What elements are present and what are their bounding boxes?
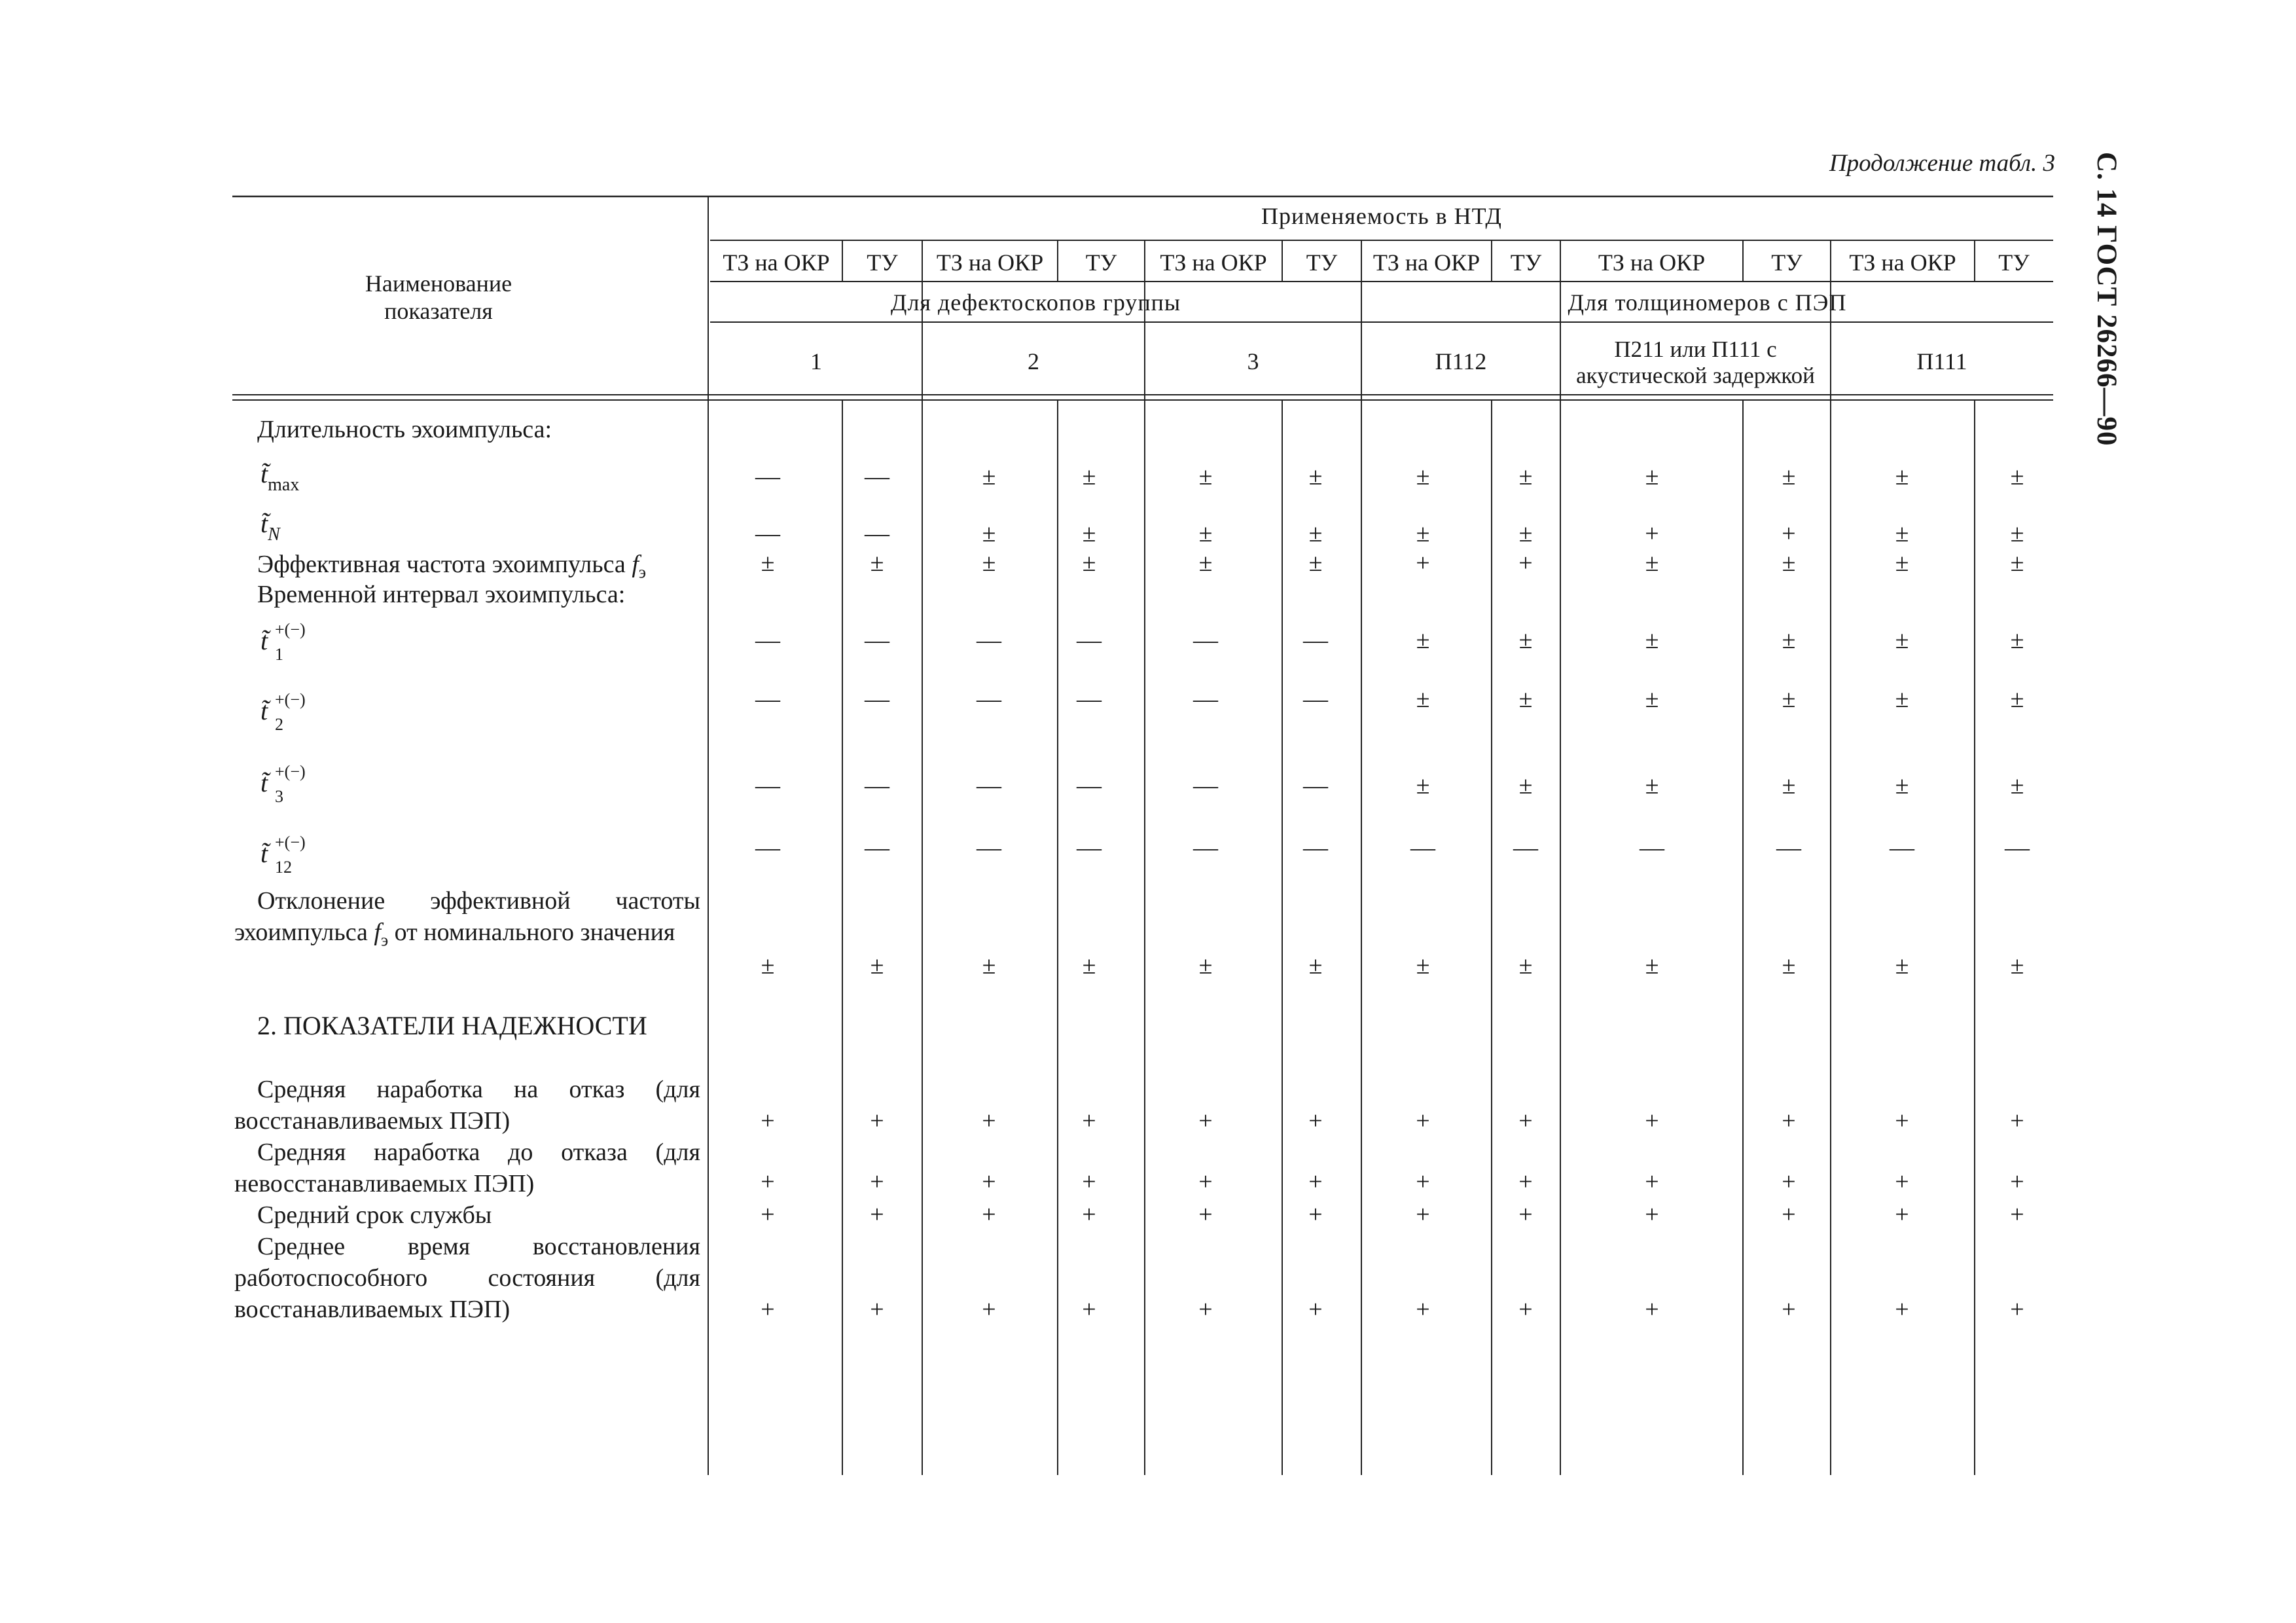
table-cell-mark: ± — [1782, 463, 1796, 490]
table-cell-mark: + — [1782, 1107, 1796, 1135]
table-cell-mark: + — [870, 1168, 884, 1195]
header-group-p111: П111 — [1916, 348, 1967, 374]
header-applicability: Применяемость в НТД — [1261, 203, 1502, 229]
table-cell-mark: ± — [1645, 772, 1659, 799]
table-cell-mark: — — [977, 627, 1001, 654]
row-label: Эффективная частота эхоимпульса $f_э$ — [257, 551, 647, 582]
table-cell-mark: + — [1782, 1201, 1796, 1228]
table-cell-mark: — — [865, 772, 889, 799]
table-cell-mark: — — [1303, 772, 1328, 799]
row-label: Отклонение эффективной частоты эхоимпульса $f_э$ от номинального значения — [234, 887, 700, 950]
table-cell-mark: + — [1416, 549, 1430, 577]
table-cell-mark: ± — [982, 952, 996, 979]
table-cell-mark: ± — [1308, 952, 1323, 979]
table-cell-mark: ± — [761, 549, 775, 577]
table-cell-mark: ± — [1518, 772, 1533, 799]
table-cell-mark: ± — [1782, 549, 1796, 577]
table-cell-mark: — — [1303, 834, 1328, 862]
table-cell-mark: ± — [1895, 685, 1909, 713]
table-cell-mark: + — [982, 1107, 996, 1135]
table-cell-mark: + — [1782, 1168, 1796, 1195]
table-cell-mark: + — [1782, 520, 1796, 547]
table-cell-mark: ± — [982, 463, 996, 490]
row-label: Средняя наработка на отказ (для восстанавливаемых ПЭП) — [234, 1076, 700, 1135]
table-cell-mark: ± — [1518, 520, 1533, 547]
table-cell-mark: + — [1645, 1168, 1659, 1195]
header-group-2: 2 — [1028, 348, 1039, 374]
header-group-thickness: Для толщиномеров с ПЭП — [1568, 289, 1847, 316]
header-subcol: ТУ — [1306, 249, 1338, 276]
table-cell-mark: — — [755, 463, 780, 490]
table-cell-mark: — — [1077, 834, 1102, 862]
table-cell-mark: + — [1782, 1296, 1796, 1323]
table-cell-mark: ± — [1895, 463, 1909, 490]
page-side-label: С. 14 ГОСТ 26266—90 — [2091, 152, 2122, 447]
table-cell-mark: — — [1077, 685, 1102, 713]
table-cell-mark: — — [865, 627, 889, 654]
table-cell-mark: ± — [1308, 549, 1323, 577]
header-group-3: 3 — [1247, 348, 1259, 374]
table-cell-mark: — — [1410, 834, 1435, 862]
table-cell-mark: + — [982, 1168, 996, 1195]
table-cell-mark: + — [1518, 1107, 1533, 1135]
table-cell-mark: ± — [1895, 549, 1909, 577]
table-cell-mark: ± — [1518, 463, 1533, 490]
table-cell-mark: ± — [1082, 463, 1096, 490]
header-subcol: ТЗ на ОКР — [1160, 249, 1267, 276]
table-cell-mark: — — [1890, 834, 1914, 862]
header-subcol: ТЗ на ОКР — [1598, 249, 1706, 276]
table-cell-mark: + — [2010, 1168, 2024, 1195]
table-cell-mark: ± — [982, 549, 996, 577]
table-cell-mark: ± — [1782, 685, 1796, 713]
table-cell-mark: + — [1198, 1107, 1213, 1135]
table-cell-mark: ± — [1645, 685, 1659, 713]
table-cell-mark: + — [761, 1296, 775, 1323]
table-cell-mark: — — [1513, 834, 1538, 862]
table-cell-mark: ± — [1416, 627, 1430, 654]
table-cell-mark: — — [977, 834, 1001, 862]
header-subcol: ТЗ на ОКР — [1849, 249, 1956, 276]
header-group-defectoscopes: Для дефектоскопов группы — [890, 289, 1181, 316]
table-cell-mark: ± — [1416, 772, 1430, 799]
table-cell-mark: ± — [1082, 952, 1096, 979]
table-cell-mark: + — [1082, 1107, 1096, 1135]
row-label: Среднее время восстановления работоспособного состояния (для восстанавливаемых ПЭП) — [234, 1233, 700, 1323]
row-label-symbol: $t̃_{max}$ — [260, 459, 300, 495]
table-cell-mark: + — [1645, 520, 1659, 547]
table-cell-mark: + — [1198, 1168, 1213, 1195]
table-cell-mark: ± — [761, 952, 775, 979]
table-cell-mark: + — [761, 1201, 775, 1228]
table-cell-mark: + — [870, 1201, 884, 1228]
table-cell-mark: + — [1645, 1201, 1659, 1228]
table-cell-mark: ± — [2010, 520, 2024, 547]
table-cell-mark: ± — [1782, 772, 1796, 799]
continuation-label: Продолжение табл. 3 — [1829, 150, 2055, 177]
table-cell-mark: — — [865, 834, 889, 862]
table-cell-mark: + — [1895, 1201, 1909, 1228]
table-cell-mark: + — [2010, 1296, 2024, 1323]
table-cell-mark: ± — [1895, 772, 1909, 799]
table-cell-mark: ± — [1308, 463, 1323, 490]
table-cell-mark: ± — [2010, 627, 2024, 654]
table-cell-mark: — — [865, 520, 889, 547]
table-cell-mark: + — [1416, 1201, 1430, 1228]
table-cell-mark: ± — [1082, 520, 1096, 547]
table-cell-mark: ± — [2010, 685, 2024, 713]
table-cell-mark: — — [865, 463, 889, 490]
row-label: Средний срок службы — [257, 1201, 492, 1229]
table-cell-mark: + — [1082, 1201, 1096, 1228]
table-cell-mark: ± — [1895, 627, 1909, 654]
table-cell-mark: — — [1193, 627, 1218, 654]
header-subcol: ТЗ на ОКР — [936, 249, 1044, 276]
table-cell-mark: + — [2010, 1107, 2024, 1135]
table-cell-mark: ± — [870, 952, 884, 979]
table-cell-mark: — — [1303, 627, 1328, 654]
table-cell-mark: ± — [1416, 463, 1430, 490]
table-cell-mark: ± — [1082, 549, 1096, 577]
table-cell-mark: ± — [1518, 627, 1533, 654]
table-cell-mark: ± — [1895, 952, 1909, 979]
table-cell-mark: + — [1518, 549, 1533, 577]
table-cell-mark: + — [1308, 1201, 1323, 1228]
header-subcol: ТУ — [1085, 249, 1117, 276]
table-cell-mark: + — [1308, 1168, 1323, 1195]
table-cell-mark: — — [755, 520, 780, 547]
row-label-symbol: t̃ +(−) 2 — [260, 690, 306, 734]
table-cell-mark: + — [761, 1107, 775, 1135]
table-cell-mark: + — [1895, 1168, 1909, 1195]
table-cell-mark: + — [1518, 1296, 1533, 1323]
table-cell-mark: ± — [2010, 463, 2024, 490]
header-subcol: ТУ — [1510, 249, 1542, 276]
row-label: Длительность эхоимпульса: — [257, 416, 552, 443]
table-cell-mark: + — [1645, 1107, 1659, 1135]
table-cell-mark: — — [1303, 685, 1328, 713]
table-cell-mark: + — [761, 1168, 775, 1195]
table-cell-mark: + — [982, 1201, 996, 1228]
header-name-column: Наименование показателя — [365, 270, 512, 324]
table-cell-mark: ± — [1782, 627, 1796, 654]
row-label-symbol: t̃ +(−) 12 — [260, 833, 306, 877]
table-cell-mark: ± — [1645, 952, 1659, 979]
table-cell-mark: ± — [1198, 952, 1213, 979]
table-cell-mark: ± — [1782, 952, 1796, 979]
table-cell-mark: + — [1518, 1168, 1533, 1195]
table-cell-mark: ± — [1645, 463, 1659, 490]
table-cell-mark: ± — [1308, 520, 1323, 547]
table-cell-mark: ± — [870, 549, 884, 577]
row-label-symbol: $t̃_N$ — [260, 509, 280, 545]
table-cell-mark: ± — [1416, 685, 1430, 713]
table-cell-mark: ± — [2010, 772, 2024, 799]
header-subcol: ТУ — [1998, 249, 2030, 276]
table-cell-mark: ± — [1416, 952, 1430, 979]
table-cell-mark: + — [1416, 1168, 1430, 1195]
table-cell-mark: — — [755, 772, 780, 799]
header-subcol: ТУ — [867, 249, 898, 276]
table-cell-mark: — — [977, 685, 1001, 713]
table-cell-mark: — — [755, 685, 780, 713]
table-cell-mark: ± — [1645, 627, 1659, 654]
table-cell-mark: + — [1082, 1168, 1096, 1195]
table-cell-mark: ± — [2010, 549, 2024, 577]
header-subcol: ТУ — [1771, 249, 1803, 276]
table-cell-mark: — — [755, 627, 780, 654]
section-title: 2. ПОКАЗАТЕЛИ НАДЕЖНОСТИ — [257, 1011, 647, 1040]
table-cell-mark: + — [1308, 1107, 1323, 1135]
table-cell-mark: ± — [2010, 952, 2024, 979]
table-cell-mark: ± — [1518, 952, 1533, 979]
table-cell-mark: — — [1193, 772, 1218, 799]
table-cell-mark: — — [1193, 685, 1218, 713]
table-cell-mark: — — [1193, 834, 1218, 862]
table-cell-mark: + — [1308, 1296, 1323, 1323]
row-label: Средняя наработка до отказа (для невосстанавливаемых ПЭП) — [234, 1139, 700, 1197]
table-cell-mark: ± — [1198, 463, 1213, 490]
table-cell-mark: + — [1416, 1296, 1430, 1323]
table-cell-mark: + — [1198, 1296, 1213, 1323]
table-cell-mark: ± — [1895, 520, 1909, 547]
table-cell-mark: ± — [1518, 685, 1533, 713]
table-cell-mark: — — [865, 685, 889, 713]
table-cell-mark: + — [1895, 1296, 1909, 1323]
header-group-p112: П112 — [1435, 348, 1487, 374]
row-label-symbol: t̃ +(−) 3 — [260, 762, 306, 806]
table-cell-mark: + — [1198, 1201, 1213, 1228]
table-cell-mark: ± — [1416, 520, 1430, 547]
table-cell-mark: + — [1895, 1107, 1909, 1135]
table-cell-mark: + — [870, 1296, 884, 1323]
table-cell-mark: ± — [982, 520, 996, 547]
table-cell-mark: — — [755, 834, 780, 862]
table-cell-mark: — — [1776, 834, 1801, 862]
row-label-symbol: t̃ +(−) 1 — [260, 620, 306, 664]
table-cell-mark: — — [977, 772, 1001, 799]
table-cell-mark: — — [1077, 627, 1102, 654]
header-subcol: ТЗ на ОКР — [1372, 249, 1480, 276]
table-cell-mark: — — [1077, 772, 1102, 799]
row-label: Временной интервал эхоимпульса: — [257, 581, 626, 608]
table-cell-mark: + — [870, 1107, 884, 1135]
table-cell-mark: ± — [1198, 520, 1213, 547]
header-group-1: 1 — [810, 348, 822, 374]
table-cell-mark: ± — [1645, 549, 1659, 577]
table-cell-mark: + — [1082, 1296, 1096, 1323]
table-cell-mark: — — [2005, 834, 2030, 862]
table-cell-mark: — — [1640, 834, 1664, 862]
table-cell-mark: + — [1645, 1296, 1659, 1323]
table-cell-mark: + — [2010, 1201, 2024, 1228]
header-group-p211: П211 или П111 с акустической задержкой — [1576, 337, 1815, 388]
table-cell-mark: + — [1518, 1201, 1533, 1228]
table-cell-mark: ± — [1198, 549, 1213, 577]
header-subcol: ТЗ на ОКР — [723, 249, 830, 276]
table-cell-mark: + — [1416, 1107, 1430, 1135]
table-cell-mark: + — [982, 1296, 996, 1323]
